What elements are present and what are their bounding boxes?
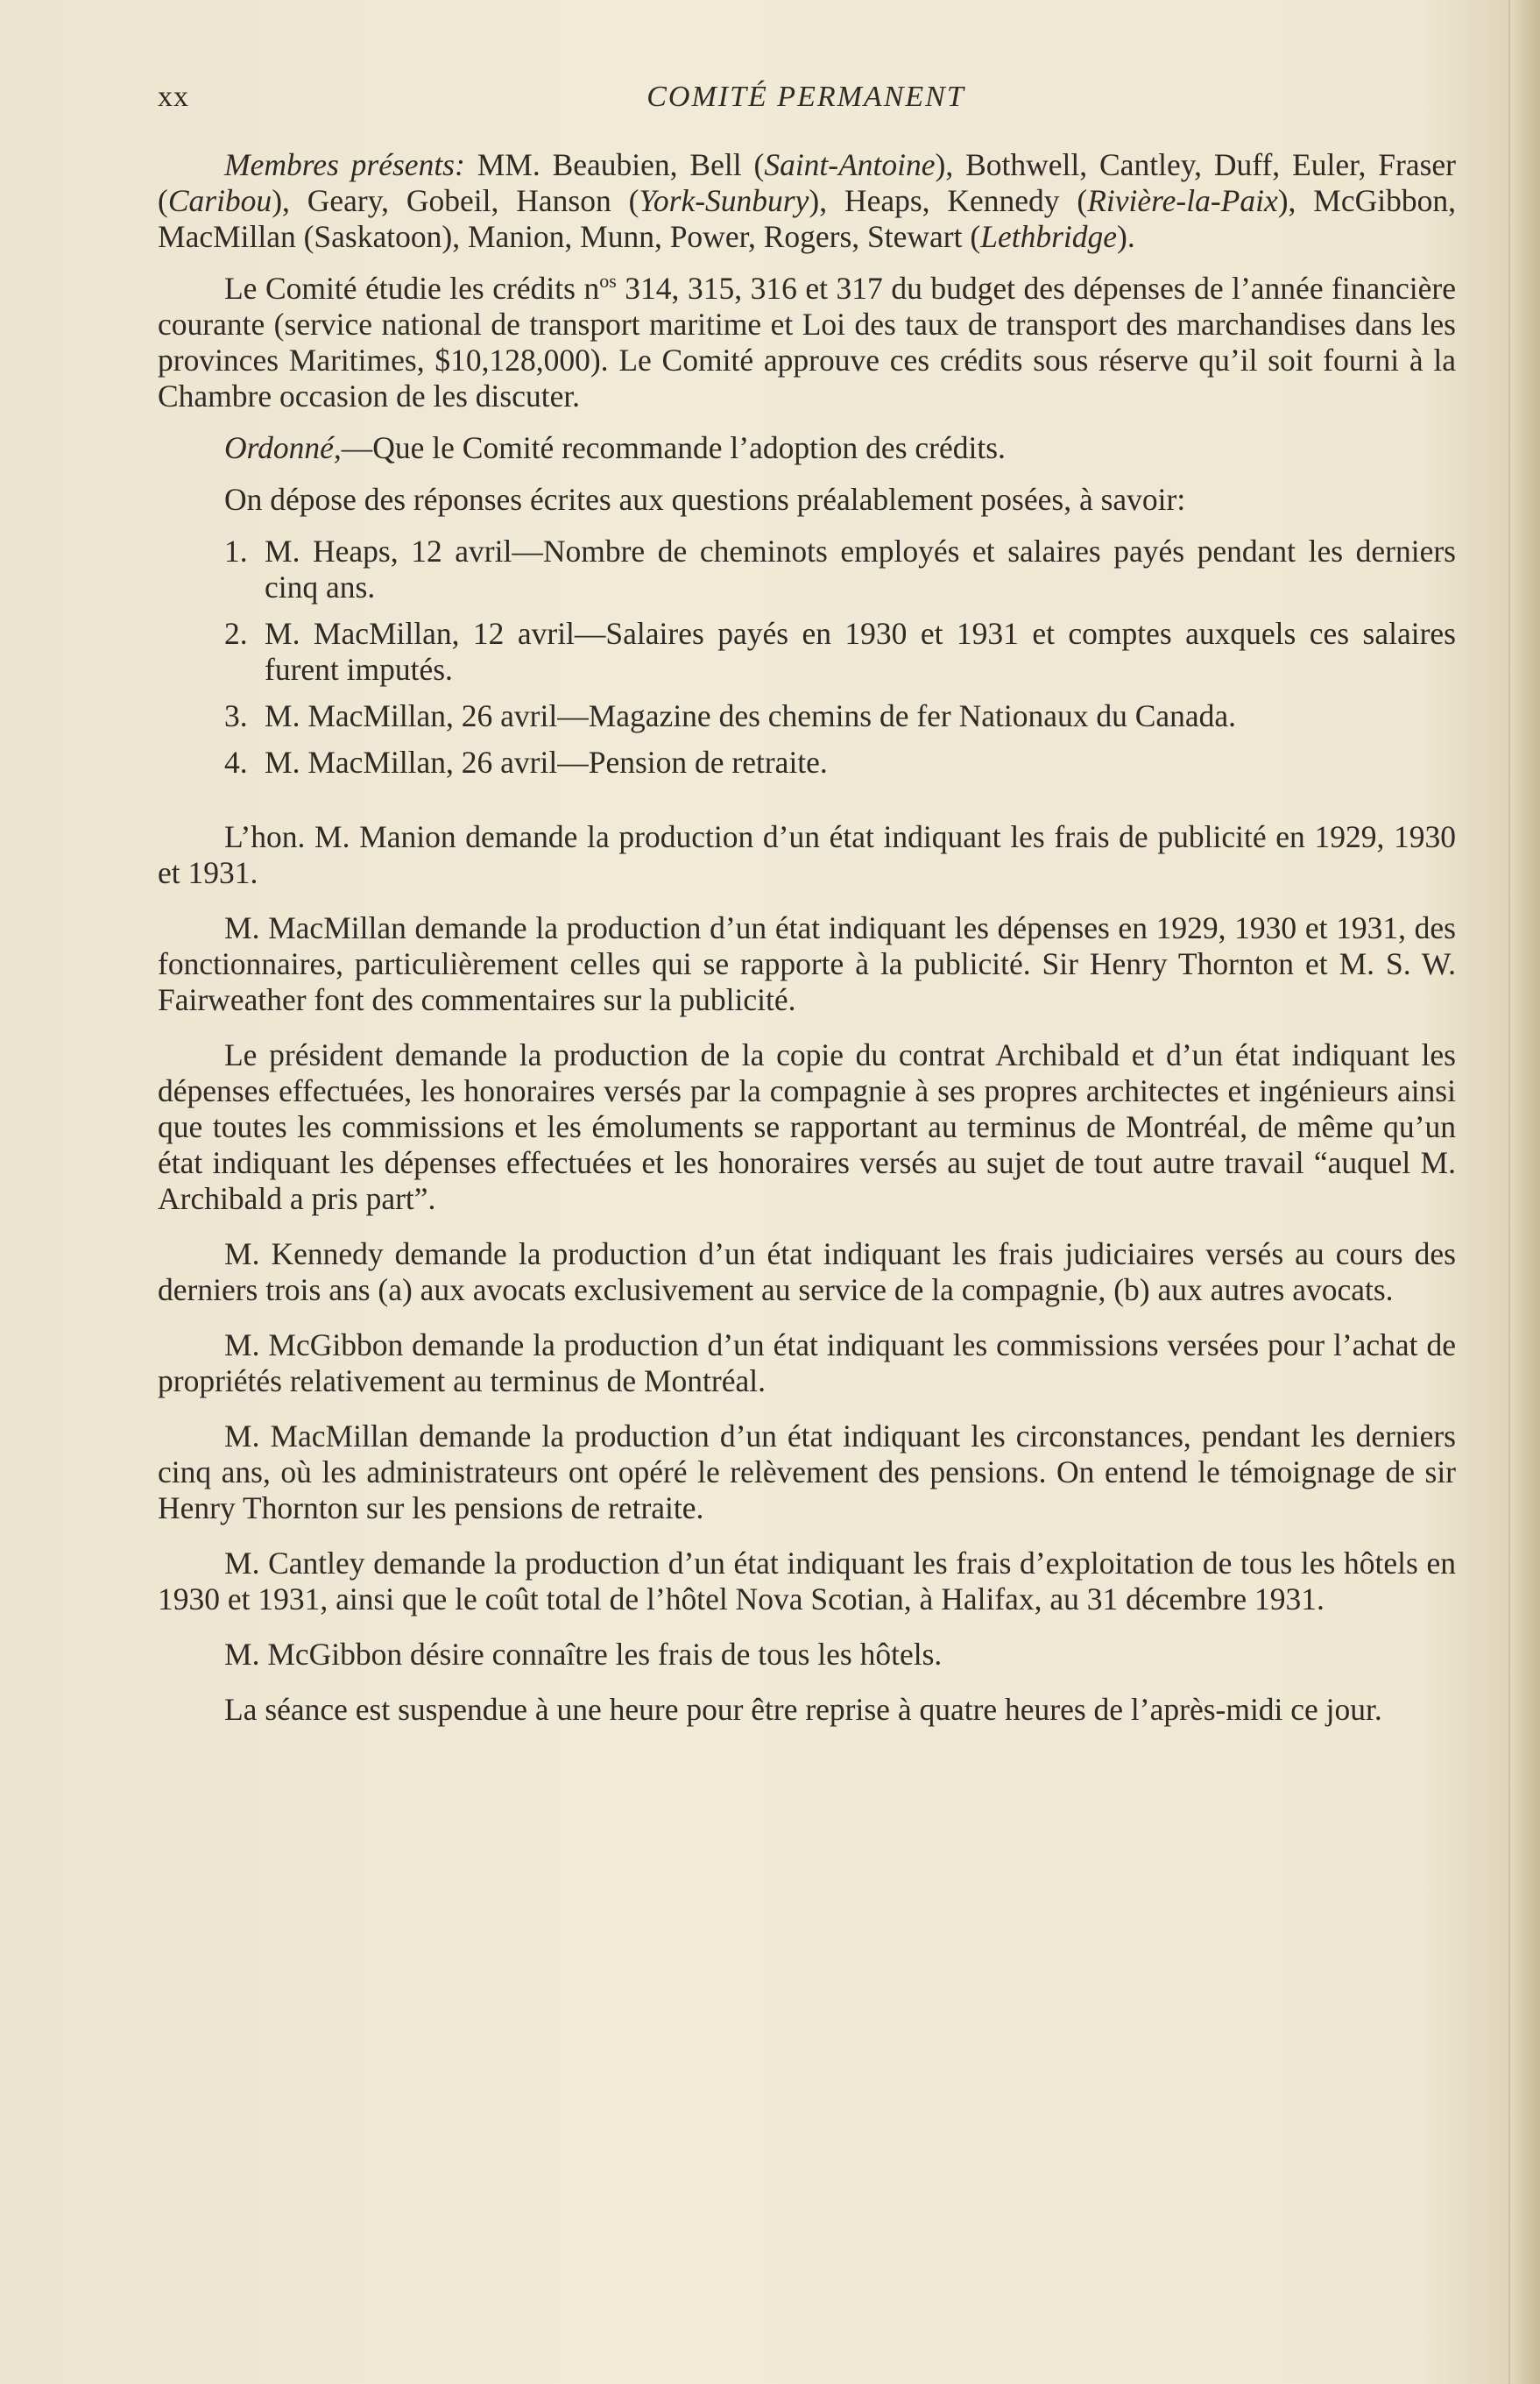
riding-caribou: Caribou (167, 183, 272, 218)
list-item-number: 4. (224, 745, 248, 780)
paragraph-adjournment: La séance est suspendue à une heure pour être reprise à quatre heures de l’après-midi ce jour. (224, 1692, 1382, 1727)
paragraph-mcgibbon-commissions: M. McGibbon demande la production d’un état indiquant les commissions versées pour l’achat de propriétés relativement au terminus de Montréal. (158, 1327, 1456, 1398)
paragraph-kennedy-legal-fees: M. Kennedy demande la production d’un état indiquant les frais judiciaires versés au cours des derniers trois ans (a) aux avocats exclusivement au service de la compagnie, (b) aux autres avocats. (158, 1236, 1456, 1307)
members-present-paragraph (158, 147, 1456, 255)
list-item (224, 698, 1456, 734)
credits-text-2: 314, 315, 316 et 317 du budget des dépenses de l’année financière courante (service national de transport maritime et Loi des taux de transport des marchandises dans les provinces Maritimes, $10,128,000). Le Comité approuve ces crédits sous réserve qu’il soit fourni à la Chambre occasion de les discuter. (158, 271, 1457, 414)
running-head (158, 81, 1454, 124)
members-text-2: ), Bothwell, Cantley, Duff, Euler, Fraser ( (158, 147, 1456, 218)
members-label: Membres présents: (224, 147, 465, 182)
members-text-5: ), McGibbon, MacMillan (Saskatoon), Manion, Munn, Power, Rogers, Stewart ( (158, 183, 1456, 254)
paragraph-manion-publicity: L’hon. M. Manion demande la production d’un état indiquant les frais de publicité en 1929, 1930 et 1931. (158, 819, 1456, 890)
paragraph-cantley-hotels: M. Cantley demande la production d’un état indiquant les frais d’exploitation de tous les hôtels en 1930 et 1931, ainsi que le coût total de l’hôtel Nova Scotian, à Halifax, au 31 décembre 1931. (158, 1546, 1456, 1616)
document-body (158, 147, 1456, 1747)
members-text-6: ). (1117, 219, 1135, 254)
members-text-1: MM. Beaubien, Bell ( (464, 147, 765, 182)
paragraph-president-archibald: Le président demande la production de la copie du contrat Archibald et d’un état indiquant les dépenses effectuées, les honoraires versés par la compagnie à ses propres architectes et ingénieurs ainsi que toutes les commissions et les émoluments se rapportant au terminus de Montréal, de même qu’un état indiquant les dépenses effectuées et les honoraires versés au sujet de tout autre travail “auquel M. Archibald a pris part”. (158, 1037, 1456, 1216)
page-number: xx (158, 81, 189, 113)
riding-riviere-la-paix: Rivière-la-Paix (1087, 183, 1278, 218)
ordered-text: —Que le Comité recommande l’adoption des crédits. (341, 430, 1006, 465)
credits-paragraph (158, 271, 1456, 414)
list-item (224, 534, 1456, 605)
paragraph-mcgibbon-hotels: M. McGibbon désire connaître les frais de tous les hôtels. (224, 1637, 943, 1672)
list-item (224, 616, 1456, 688)
list-item-text: M. Heaps, 12 avril—Nombre de cheminots employés et salaires payés pendant les derniers cinq ans. (265, 534, 1456, 605)
members-text-4: ), Heaps, Kennedy ( (809, 183, 1088, 218)
page-edge (1508, 0, 1540, 2384)
answers-list (158, 534, 1456, 781)
ordered-paragraph (158, 430, 1456, 466)
answers-intro: On dépose des réponses écrites aux questions préalablement posées, à savoir: (224, 482, 1186, 517)
list-item-number: 3. (224, 698, 248, 733)
paragraph-macmillan-pensions: M. MacMillan demande la production d’un état indiquant les circonstances, pendant les derniers cinq ans, où les administrateurs ont opéré le relèvement des pensions. On entend le témoignage de sir Henry Thornton sur les pensions de retraite. (158, 1418, 1456, 1525)
list-item-text: M. MacMillan, 26 avril—Magazine des chemins de fer Nationaux du Canada. (265, 698, 1237, 733)
ordered-label: Ordonné, (224, 430, 342, 465)
page-title: COMITÉ PERMANENT (646, 81, 965, 113)
riding-york-sunbury: York-Sunbury (639, 183, 809, 218)
list-item-text: M. MacMillan, 12 avril—Salaires payés en 1930 et 1931 et comptes auxquels ces salaires furent imputés. (265, 616, 1456, 687)
spacer (158, 802, 1456, 819)
paragraph-macmillan-expenses: M. MacMillan demande la production d’un état indiquant les dépenses en 1929, 1930 et 1931, des fonctionnaires, particulièrement celles qui se rapporte à la publicité. Sir Henry Thornton et M. S. W. Fairweather font des commentaires sur la publicité. (158, 910, 1456, 1017)
credits-superscript: os (599, 270, 617, 293)
credits-text-1: Le Comité étudie les crédits n (224, 271, 600, 306)
riding-lethbridge: Lethbridge (980, 219, 1118, 254)
members-text-3: ), Geary, Gobeil, Hanson ( (272, 183, 639, 218)
list-item-number: 1. (224, 534, 248, 569)
list-item-number: 2. (224, 616, 248, 651)
list-item-text: M. MacMillan, 26 avril—Pension de retraite. (265, 745, 828, 780)
riding-saint-antoine: Saint-Antoine (764, 147, 936, 182)
list-item (224, 745, 1456, 781)
